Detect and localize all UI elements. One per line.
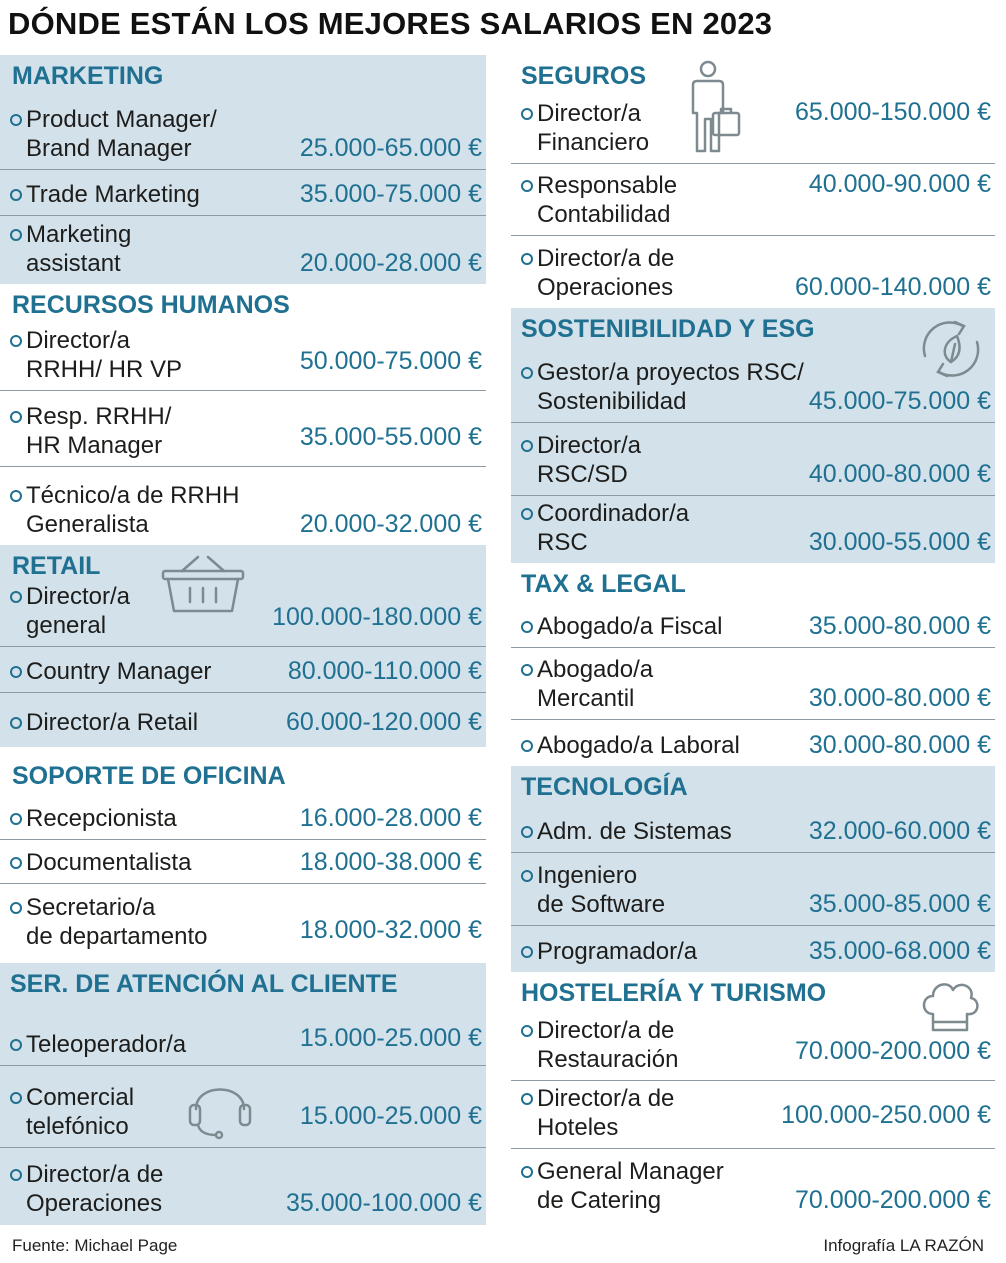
job-label: Programador/a xyxy=(537,938,698,965)
job-label: Director/a RRHH/ HR VP xyxy=(26,327,183,383)
section-title: SEGUROS xyxy=(521,62,647,90)
salary-range: 60.000-140.000 € xyxy=(794,273,991,301)
salary-range: 20.000-28.000 € xyxy=(299,249,482,277)
job-label: Director/a de Operaciones xyxy=(26,1161,164,1217)
shopping-basket-icon xyxy=(160,553,246,615)
bullet-icon xyxy=(10,717,22,729)
job-label: Gestor/a proyectos RSC/ Sostenibilidad xyxy=(537,359,804,415)
salary-range: 35.000-100.000 € xyxy=(285,1189,482,1217)
salary-range: 32.000-60.000 € xyxy=(808,817,991,845)
bullet-icon xyxy=(10,857,22,869)
table-row xyxy=(0,391,486,467)
section-sostenibilidad xyxy=(511,308,995,563)
bullet-icon xyxy=(521,1166,533,1178)
left-column xyxy=(0,55,486,1225)
page-title: DÓNDE ESTÁN LOS MEJORES SALARIOS EN 2023 xyxy=(8,6,773,41)
table-row xyxy=(511,496,995,563)
table-row xyxy=(511,803,995,853)
bullet-icon xyxy=(10,490,22,502)
job-label: Responsable Contabilidad xyxy=(537,172,678,228)
table-row xyxy=(511,853,995,926)
bullet-icon xyxy=(10,1039,22,1051)
table-row xyxy=(0,321,486,391)
section-marketing xyxy=(0,55,486,284)
salary-range: 80.000-110.000 € xyxy=(287,657,482,685)
section-title: SOSTENIBILIDAD Y ESG xyxy=(521,315,815,343)
job-label: Director/a general xyxy=(26,583,131,639)
bullet-icon xyxy=(521,108,533,120)
salary-range: 60.000-120.000 € xyxy=(285,708,482,736)
bullet-icon xyxy=(10,666,22,678)
salary-range: 65.000-150.000 € xyxy=(794,98,991,126)
bullet-icon xyxy=(10,902,22,914)
section-title: TAX & LEGAL xyxy=(521,570,686,598)
table-row xyxy=(0,1000,486,1066)
salary-range: 70.000-200.000 € xyxy=(794,1037,991,1065)
source-note: Fuente: Michael Page xyxy=(12,1236,178,1255)
salary-range: 35.000-68.000 € xyxy=(808,937,991,965)
job-label: Coordinador/a RSC xyxy=(537,500,690,556)
table-row xyxy=(0,170,486,216)
salary-range: 30.000-80.000 € xyxy=(808,684,991,712)
bullet-icon xyxy=(521,1093,533,1105)
bullet-icon xyxy=(10,1092,22,1104)
salary-range: 70.000-200.000 € xyxy=(794,1186,991,1214)
section-tax-legal xyxy=(511,563,995,766)
section-title: RECURSOS HUMANOS xyxy=(12,291,290,319)
job-label: Comercial telefónico xyxy=(26,1084,135,1140)
table-row xyxy=(0,1148,486,1224)
bullet-icon xyxy=(521,1025,533,1037)
salary-range: 45.000-75.000 € xyxy=(808,387,991,415)
table-row xyxy=(511,164,995,236)
section-title: TECNOLOGÍA xyxy=(521,773,688,801)
section-title: SER. DE ATENCIÓN AL CLIENTE xyxy=(10,970,398,998)
salary-range: 30.000-55.000 € xyxy=(808,528,991,556)
salary-range: 18.000-38.000 € xyxy=(299,848,482,876)
bullet-icon xyxy=(10,114,22,126)
job-label: Recepcionista xyxy=(26,805,177,832)
bullet-icon xyxy=(521,253,533,265)
section-tecnologia xyxy=(511,766,995,972)
job-label: Abogado/a Laboral xyxy=(537,732,740,759)
table-row xyxy=(0,216,486,284)
table-row xyxy=(511,92,995,164)
salary-range: 40.000-90.000 € xyxy=(808,170,991,198)
job-label: General Manager de Catering xyxy=(537,1158,724,1214)
salary-range: 15.000-25.000 € xyxy=(299,1102,482,1130)
section-hosteleria xyxy=(511,972,995,1222)
credit-note: Infografía LA RAZÓN xyxy=(823,1236,984,1255)
salary-range: 50.000-75.000 € xyxy=(299,347,482,375)
table-row xyxy=(511,926,995,972)
job-label: Marketing assistant xyxy=(26,221,132,277)
job-label: Director/a de Restauración xyxy=(537,1017,679,1073)
job-label: Director/a Financiero xyxy=(537,100,650,156)
salary-range: 35.000-80.000 € xyxy=(808,612,991,640)
bullet-icon xyxy=(521,440,533,452)
bullet-icon xyxy=(521,946,533,958)
section-title: RETAIL xyxy=(12,552,101,580)
salary-range: 16.000-28.000 € xyxy=(299,804,482,832)
recycle-leaf-icon xyxy=(911,312,991,386)
bullet-icon xyxy=(521,180,533,192)
table-row xyxy=(511,600,995,648)
section-recursos-humanos xyxy=(0,284,486,545)
job-label: Abogado/a Fiscal xyxy=(537,613,723,640)
salary-range: 35.000-55.000 € xyxy=(299,423,482,451)
bullet-icon xyxy=(521,508,533,520)
job-label: Director/a de Hoteles xyxy=(537,1085,675,1141)
salary-range: 15.000-25.000 € xyxy=(299,1024,482,1052)
section-title: HOSTELERÍA Y TURISMO xyxy=(521,979,827,1007)
headset-icon xyxy=(186,1073,254,1141)
job-label: Director/a RSC/SD xyxy=(537,432,642,488)
section-seguros xyxy=(511,55,995,308)
job-label: Product Manager/ Brand Manager xyxy=(26,106,217,162)
table-row xyxy=(511,720,995,766)
job-label: Resp. RRHH/ HR Manager xyxy=(26,403,172,459)
table-row xyxy=(511,648,995,720)
section-soporte-oficina xyxy=(0,747,486,963)
table-row xyxy=(0,647,486,693)
salary-range: 100.000-250.000 € xyxy=(781,1101,991,1129)
bullet-icon xyxy=(521,621,533,633)
section-title: MARKETING xyxy=(12,62,164,90)
table-row xyxy=(0,467,486,545)
salary-range: 30.000-80.000 € xyxy=(808,731,991,759)
job-label: Documentalista xyxy=(26,849,192,876)
table-row xyxy=(511,1081,995,1149)
bullet-icon xyxy=(10,1169,22,1181)
bullet-icon xyxy=(10,335,22,347)
bullet-icon xyxy=(10,591,22,603)
salary-range: 35.000-75.000 € xyxy=(299,180,482,208)
section-title: SOPORTE DE OFICINA xyxy=(12,762,286,790)
job-label: Director/a Retail xyxy=(26,709,199,736)
job-label: Secretario/a de departamento xyxy=(26,894,208,950)
table-row xyxy=(0,693,486,743)
table-row xyxy=(0,840,486,884)
bullet-icon xyxy=(10,229,22,241)
job-label: Country Manager xyxy=(26,658,212,685)
section-atencion-cliente xyxy=(0,963,486,1225)
table-row xyxy=(0,92,486,170)
job-label: Técnico/a de RRHH Generalista xyxy=(26,482,240,538)
table-row xyxy=(0,884,486,957)
salary-range: 18.000-32.000 € xyxy=(299,916,482,944)
businessman-icon xyxy=(683,59,743,155)
job-label: Abogado/a Mercantil xyxy=(537,656,654,712)
table-row xyxy=(0,792,486,840)
bullet-icon xyxy=(521,367,533,379)
section-retail xyxy=(0,545,486,747)
right-column xyxy=(511,55,995,1222)
table-row xyxy=(511,423,995,496)
salary-range: 25.000-65.000 € xyxy=(299,134,482,162)
salary-range: 35.000-85.000 € xyxy=(808,890,991,918)
bullet-icon xyxy=(521,664,533,676)
bullet-icon xyxy=(10,189,22,201)
bullet-icon xyxy=(521,826,533,838)
bullet-icon xyxy=(10,411,22,423)
chef-hat-icon xyxy=(919,978,981,1034)
job-label: Teleoperador/a xyxy=(26,1031,187,1058)
salary-range: 20.000-32.000 € xyxy=(299,510,482,538)
job-label: Adm. de Sistemas xyxy=(537,818,732,845)
bullet-icon xyxy=(521,740,533,752)
job-label: Director/a de Operaciones xyxy=(537,245,675,301)
job-label: Trade Marketing xyxy=(26,181,200,208)
table-row xyxy=(511,236,995,308)
salary-range: 40.000-80.000 € xyxy=(808,460,991,488)
job-label: Ingeniero de Software xyxy=(537,862,666,918)
salary-range: 100.000-180.000 € xyxy=(272,603,482,631)
bullet-icon xyxy=(521,870,533,882)
bullet-icon xyxy=(10,813,22,825)
table-row xyxy=(511,1149,995,1221)
